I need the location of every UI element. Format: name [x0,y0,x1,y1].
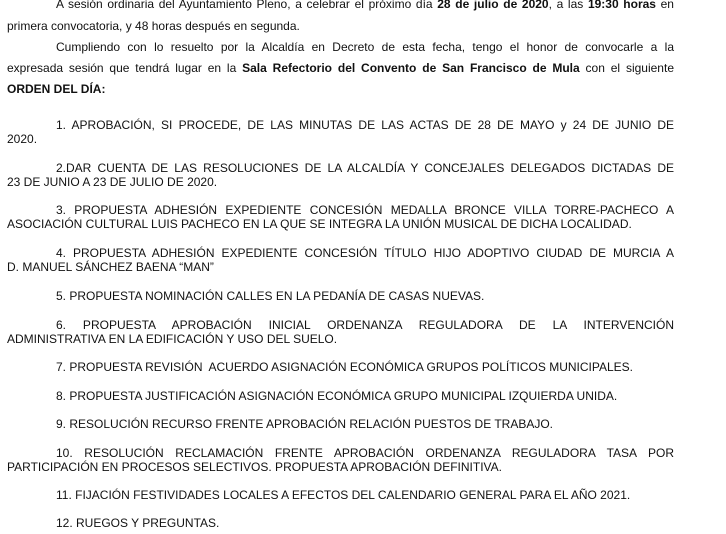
agenda-item-10-line-2: PARTICIPACIÓN EN PROCESOS SELECTIVOS. PROPUESTA APROBACIÓN DEFINITIVA. [7,460,502,474]
session-date: 28 de julio de 2020 [437,0,549,11]
agenda-item-11: 11. FIJACIÓN FESTIVIDADES LOCALES A EFECTOS DEL CALENDARIO GENERAL PARA EL AÑO 2021. [56,488,631,502]
agenda-heading: ORDEN DEL DÍA: [7,82,106,96]
agenda-item-6-line-1: 6. PROPUESTA APROBACIÓN INICIAL ORDENANZA REGULADORA DE LA INTERVENCIÓN [56,318,674,332]
intro-line-4 [7,61,674,75]
intro-line-4-suffix: con el siguiente [579,61,674,75]
intro-line-3: Cumpliendo con lo resuelto por la Alcaldía en Decreto de esta fecha, tengo el honor de convocarle a la [56,40,674,54]
agenda-item-4-line-2: D. MANUEL SÁNCHEZ BAENA “MAN” [7,260,214,274]
session-place: Sala Refectorio del Convento de San Francisco de Mula [242,61,580,75]
agenda-item-2-line-1: 2.DAR CUENTA DE LAS RESOLUCIONES DE LA ALCALDÍA Y CONCEJALES DELEGADOS DICTADAS DE [56,161,674,175]
agenda-item-12: 12. RUEGOS Y PREGUNTAS. [56,516,220,530]
agenda-item-1-line-2: 2020. [7,132,38,146]
intro-line-2: primera convocatoria, y 48 horas después en segunda. [7,19,300,33]
intro-line-1-prefix: A sesión ordinaria del Ayuntamiento Pleno, a celebrar el próximo día [56,0,438,11]
intro-line-1 [56,0,674,11]
agenda-item-7: 7. PROPUESTA REVISIÓN ACUERDO ASIGNACIÓN ECONÓMICA GRUPOS POLÍTICOS MUNICIPALES. [56,360,634,374]
agenda-item-9: 9. RESOLUCIÓN RECURSO FRENTE APROBACIÓN RELACIÓN PUESTOS DE TRABAJO. [56,417,553,431]
agenda-item-4-line-1: 4. PROPUESTA ADHESIÓN EXPEDIENTE CONCESIÓN TÍTULO HIJO ADOPTIVO CIUDAD DE MURCIA A [56,246,674,260]
agenda-item-10-line-1: 10. RESOLUCIÓN RECLAMACIÓN FRENTE APROBACIÓN ORDENANZA REGULADORA TASA POR [56,446,674,460]
intro-line-1-mid: , a las [548,0,588,11]
agenda-item-8: 8. PROPUESTA JUSTIFICACIÓN ASIGNACIÓN ECONÓMICA GRUPO MUNICIPAL IZQUIERDA UNIDA. [56,389,618,403]
intro-line-1-suffix: en [655,0,674,11]
agenda-item-1-line-1: 1. APROBACIÓN, SI PROCEDE, DE LAS MINUTAS DE LAS ACTAS DE 28 DE MAYO y 24 DE JUNIO DE [56,118,674,132]
agenda-item-3-line-2: ASOCIACIÓN CULTURAL LUIS PACHECO EN LA QUE SE INTEGRA LA UNIÓN MUSICAL DE DICHA LOCALIDAD. [7,217,632,231]
agenda-item-6-line-2: ADMINISTRATIVA EN LA EDIFICACIÓN Y USO DEL SUELO. [7,332,338,346]
agenda-item-5: 5. PROPUESTA NOMINACIÓN CALLES EN LA PEDANÍA DE CASAS NUEVAS. [56,289,485,303]
session-time: 19:30 horas [587,0,656,11]
agenda-item-2-line-2: 23 DE JUNIO A 23 DE JULIO DE 2020. [7,175,218,189]
intro-line-4-prefix: expresada sesión que tendrá lugar en la [7,61,243,75]
agenda-item-3-line-1: 3. PROPUESTA ADHESIÓN EXPEDIENTE CONCESIÓN MEDALLA BRONCE VILLA TORRE-PACHECO A [56,203,674,217]
